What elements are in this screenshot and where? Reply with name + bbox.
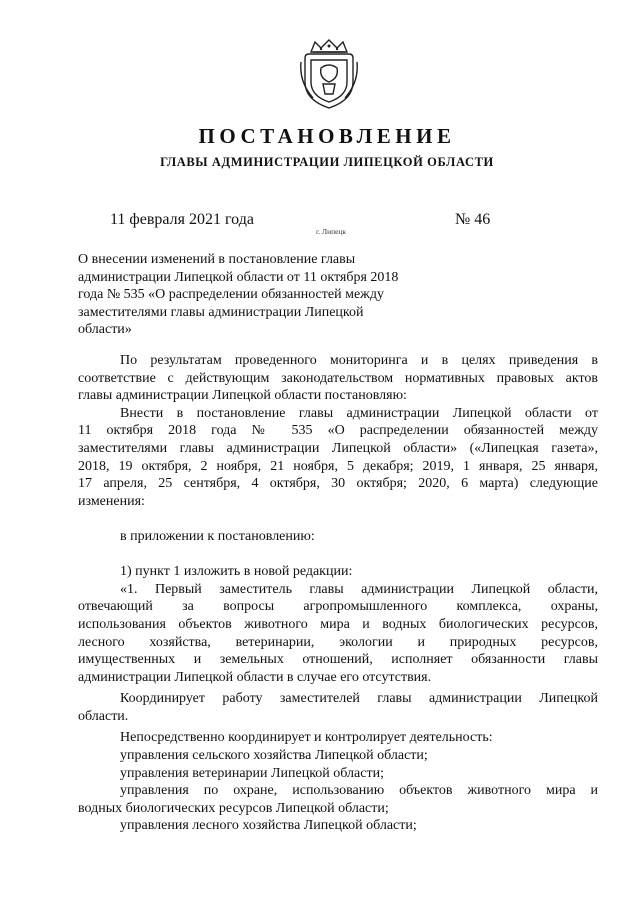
paragraph-gap [78, 546, 598, 564]
body-line: 1) пункт 1 изложить в новой редакции: [120, 564, 353, 580]
body-line: водных биологических ресурсов Липецкой области; [78, 800, 389, 816]
body-line: «1. Первый заместитель главы администрации Липецкой области, [120, 581, 598, 597]
body-line: управления лесного хозяйства Липецкой области; [120, 818, 417, 834]
document-subject [78, 251, 438, 339]
body-line: управления сельского хозяйства Липецкой области; [120, 748, 428, 764]
subject-line: заместителями главы администрации Липецкой [78, 304, 364, 320]
body-line: Координирует работу заместителей главы администрации Липецкой [120, 691, 598, 707]
body-line: соответствие с действующим законодательством нормативных правовых актов [78, 370, 598, 386]
body-line: заместителями главы администрации Липецкой области» («Липецкая газета», [78, 440, 598, 456]
body-line: отвечающий за вопросы агропромышленного комплекса, охраны, [78, 599, 598, 615]
body-line: имущественных и земельных отношений, исполняет обязанности главы [78, 652, 598, 668]
body-line: По результатам проведенного мониторинга и в целях приведения в [120, 353, 598, 368]
subject-line: области» [78, 322, 132, 338]
subject-line: года № 535 «О распределении обязанностей между [78, 287, 384, 303]
body-line: области. [78, 708, 129, 724]
subject-line: администрации Липецкой области от 11 октября 2018 [78, 269, 399, 285]
document-title: ПОСТАНОВЛЕНИЕ [198, 124, 456, 148]
body-line: 17 апреля, 25 сентября, 4 октября, 30 октября; 2020, 6 марта) следующие [78, 476, 598, 492]
body-line: главы администрации Липецкой области постановляю: [78, 388, 407, 404]
subject-line: О внесении изменений в постановление главы [78, 252, 356, 267]
body-line: изменения: [78, 493, 145, 509]
body-line: лесного хозяйства, ветеринарии, экологии и природных ресурсов, [78, 634, 598, 650]
body-line: 11 октября 2018 года № 535 «О распределении обязанностей между [78, 423, 598, 439]
body-line: Непосредственно координирует и контролирует деятельность: [120, 730, 493, 746]
document-number: № 46 [455, 211, 491, 228]
paragraph-gap [78, 510, 598, 528]
body-line: управления по охране, использованию объектов животного мира и [120, 783, 598, 799]
body-line: управления ветеринарии Липецкой области; [120, 765, 384, 781]
body-line: 2018, 19 октября, 2 ноября, 21 ноября, 5 декабря; 2019, 1 января, 25 января, [78, 458, 598, 474]
body-line: Внести в постановление главы администрации Липецкой области от [120, 405, 598, 421]
document-subtitle: ГЛАВЫ АДМИНИСТРАЦИИ ЛИПЕЦКОЙ ОБЛАСТИ [160, 155, 494, 169]
document-city: г. Липецк [316, 227, 347, 236]
document-body [78, 352, 598, 835]
document-date: 11 февраля 2021 года [110, 211, 254, 228]
body-line: использования объектов животного мира и водных биологических ресурсов, [78, 616, 598, 632]
coat-of-arms-emblem [299, 38, 359, 112]
body-line: в приложении к постановлению: [120, 528, 315, 544]
body-line: администрации Липецкой области в случае его отсутствия. [78, 669, 432, 685]
